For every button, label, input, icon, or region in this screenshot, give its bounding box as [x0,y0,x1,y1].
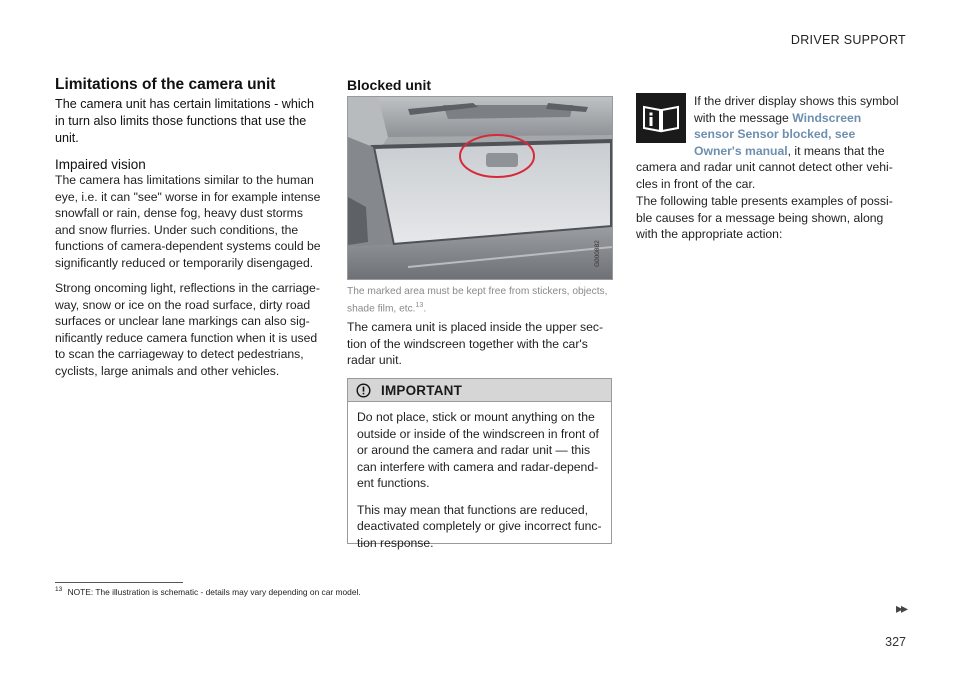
important-paragraph-1: Do not place, stick or mount anything on the outside or inside of the windscreen in front of or around the camera and radar unit — this can interfere with camera and radar-depend-ent functions. [357,410,599,490]
subsection-title-impaired-vision: Impaired vision [55,157,146,172]
column-limitations [55,76,323,379]
important-label: IMPORTANT [381,382,463,398]
image-code: G000882 [594,240,601,267]
footnote-text: NOTE: The illustration is schematic - details may vary depending on car model. [67,586,361,597]
paragraph-table-intro: The following table presents examples of possi-ble causes for a message being shown, along with the appropriate action: [636,194,893,241]
important-box [347,378,612,550]
driver-display-message: Windscreen sensor Sensor blocked, see Owner's manual [694,110,862,158]
symbol-message-paragraph [636,93,904,192]
important-header [348,379,611,402]
symbol-text-post: , it means that the camera and radar unit cannot detect other vehi-cles in front of the car. [636,143,893,191]
footnote [55,586,361,597]
car-windscreen-drawing [348,97,612,279]
footnote-divider [55,582,183,583]
windscreen-illustration [347,96,613,280]
footnote-number: 13 [55,586,63,593]
important-paragraph-2: This may mean that functions are reduced, deactivated completely or give incorrect func-tion response. [357,502,602,550]
caption-footnote-ref: 13 [415,301,424,309]
section-title-limitations: Limitations of the camera unit [55,76,276,93]
page-header-section: DRIVER SUPPORT [790,33,906,47]
figure-caption: The marked area must be kept free from stickers, objects, shade film, etc.$^{13}$. [347,286,608,314]
caption-text: The marked area must be kept free from stickers, objects, shade film, etc. [347,286,608,314]
intro-paragraph: The camera unit has certain limitations - which in turn also limits those functions that use the unit. [55,97,314,145]
symbol-text-pre: If the driver display shows this symbol with the message [694,94,899,125]
next-page-arrows: ▸▸ [895,600,906,616]
page-number: 327 [885,635,906,649]
exclamation-circle-icon [356,383,371,398]
paragraph-impaired-vision-2: Strong oncoming light, reflections in the carriage-way, snow or ice on the road surface, dirty road surfaces or unclear lane markings can also sig-nificantly reduce camera function when it is used to scan the carriageway to detect pedestrians, cyclists, large animals and other vehicles. [55,281,320,378]
paragraph-impaired-vision-1: The camera has limitations similar to the human eye, i.e. it can "see" worse in for example intense snowfall or rain, dense fog, heavy dust storms and snow flurries. Under such conditions, the functions of camera-dependent systems could be significantly reduced or temporarily disengaged. [55,173,321,270]
paragraph-camera-placement: The camera unit is placed inside the upper sec-tion of the windscreen together with the car's radar unit. [347,320,604,367]
section-title-blocked-unit: Blocked unit [347,77,432,93]
